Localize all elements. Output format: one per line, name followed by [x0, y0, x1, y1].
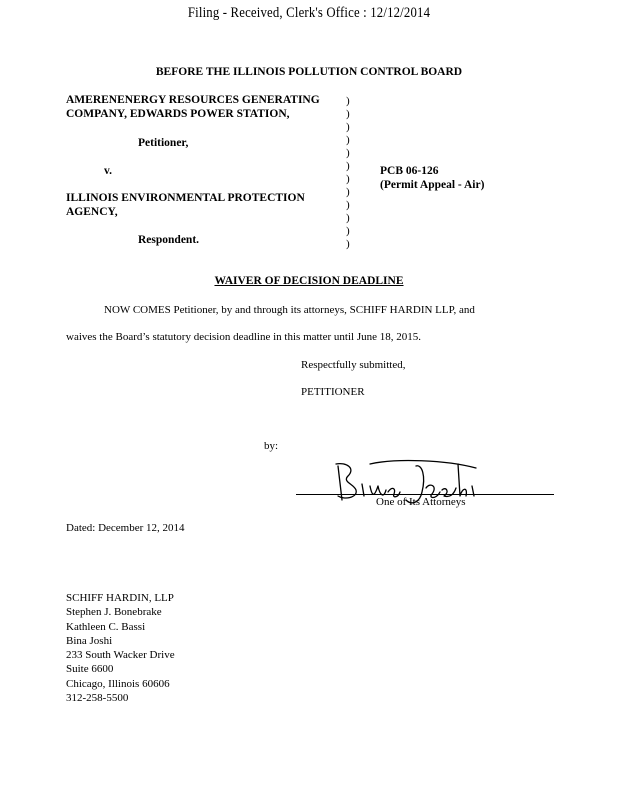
attorney-name: Bina Joshi — [66, 634, 113, 647]
caption-paren: ) — [346, 199, 350, 211]
document-title — [0, 275, 618, 287]
body-line-2: waives the Board’s statutory decision deadline in this matter until June 18, 2015. — [66, 331, 421, 343]
street-address: 233 South Wacker Drive — [66, 649, 175, 662]
filing-stamp: Filing - Received, Clerk's Office : 12/12/2014 — [187, 5, 431, 21]
board-heading: BEFORE THE ILLINOIS POLLUTION CONTROL BOARD — [155, 66, 463, 78]
caption-paren: ) — [346, 186, 350, 198]
case-type: (Permit Appeal - Air) — [380, 179, 485, 191]
caption-paren: ) — [346, 160, 350, 172]
petitioner-name-line1: AMERENENERGY RESOURCES GENERATING — [66, 94, 320, 106]
caption-paren: ) — [346, 212, 350, 224]
caption-paren: ) — [346, 225, 350, 237]
caption-paren: ) — [346, 147, 350, 159]
firm-name: SCHIFF HARDIN, LLP — [66, 592, 174, 604]
case-number: PCB 06-126 — [380, 165, 439, 177]
dated-line: Dated: December 12, 2014 — [66, 522, 185, 534]
signature-caption: One of Its Attorneys — [376, 496, 466, 508]
by-label: by: — [264, 440, 279, 452]
versus-label: v. — [104, 165, 112, 177]
caption-paren: ) — [346, 121, 350, 133]
city-state-zip: Chicago, Illinois 60606 — [66, 677, 170, 690]
petitioner-signatory: PETITIONER — [301, 386, 365, 398]
caption-paren: ) — [346, 238, 350, 250]
suite-number: Suite 6600 — [66, 663, 114, 676]
caption-paren: ) — [346, 95, 350, 107]
phone-number: 312-258-5500 — [66, 692, 129, 705]
attorney-name: Kathleen C. Bassi — [66, 620, 146, 633]
respondent-label: Respondent. — [138, 234, 200, 246]
caption-paren: ) — [346, 108, 350, 120]
respectfully-submitted: Respectfully submitted, — [301, 359, 406, 371]
attorney-name: Stephen J. Bonebrake — [66, 606, 162, 619]
petitioner-name-line2: COMPANY, EDWARDS POWER STATION, — [66, 108, 290, 120]
body-line-1: NOW COMES Petitioner, by and through its attorneys, SCHIFF HARDIN LLP, and — [104, 304, 475, 316]
respondent-name-line2: AGENCY, — [66, 206, 118, 218]
petitioner-label: Petitioner, — [138, 137, 189, 149]
caption-paren: ) — [346, 134, 350, 146]
respondent-name-line1: ILLINOIS ENVIRONMENTAL PROTECTION — [66, 192, 305, 204]
caption-paren: ) — [346, 173, 350, 185]
address-block — [66, 591, 175, 705]
document-title-text: WAIVER OF DECISION DEADLINE — [214, 275, 404, 287]
handwritten-signature — [326, 456, 486, 518]
